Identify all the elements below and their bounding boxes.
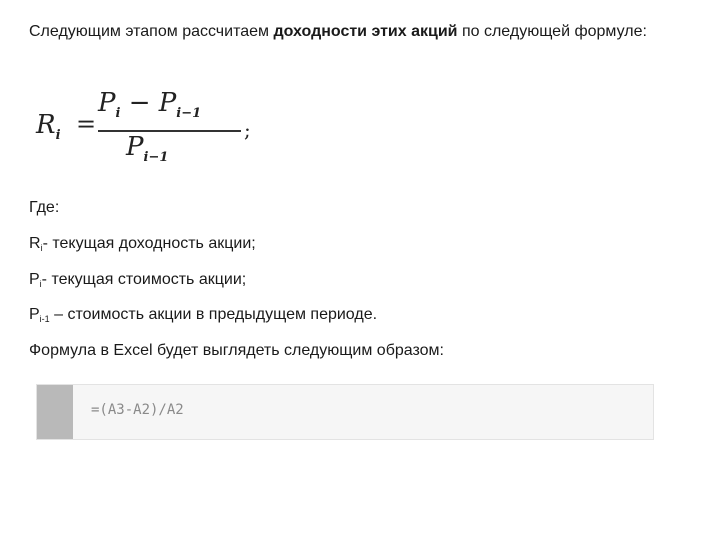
where-label: Где: <box>29 199 60 216</box>
definition-pi: $P_i-$ текущая стоимость акции; <box>29 271 247 289</box>
formula-lhs: $R_i$ <box>36 110 61 143</box>
row-gutter <box>37 385 73 439</box>
excel-formula-text: =(A3-A2)/A2 <box>91 402 184 418</box>
intro-paragraph <box>29 20 649 44</box>
intro-bold-text: доходности этих акций <box>273 23 458 40</box>
definition-pi-1: $P_{i-1}$ – стоимость акции в предыдущем периоде. <box>29 306 378 324</box>
formula-semicolon: ; <box>244 118 251 142</box>
intro-text-end: по следующей формуле: <box>457 23 647 40</box>
excel-intro: Формула в Excel будет выглядеть следующим образом: <box>29 342 444 359</box>
formula-denominator: $P_{i-1}$ <box>126 132 169 165</box>
fraction-bar <box>98 130 241 132</box>
excel-formula-box <box>36 384 654 440</box>
formula-equals: = <box>76 110 97 138</box>
definition-ri: $R_i-$ текущая доходность акции; <box>29 235 256 253</box>
intro-text-start: Следующим этапом рассчитаем <box>29 23 274 40</box>
formula-numerator: $P_i - P_{i-1}$ <box>98 88 202 121</box>
